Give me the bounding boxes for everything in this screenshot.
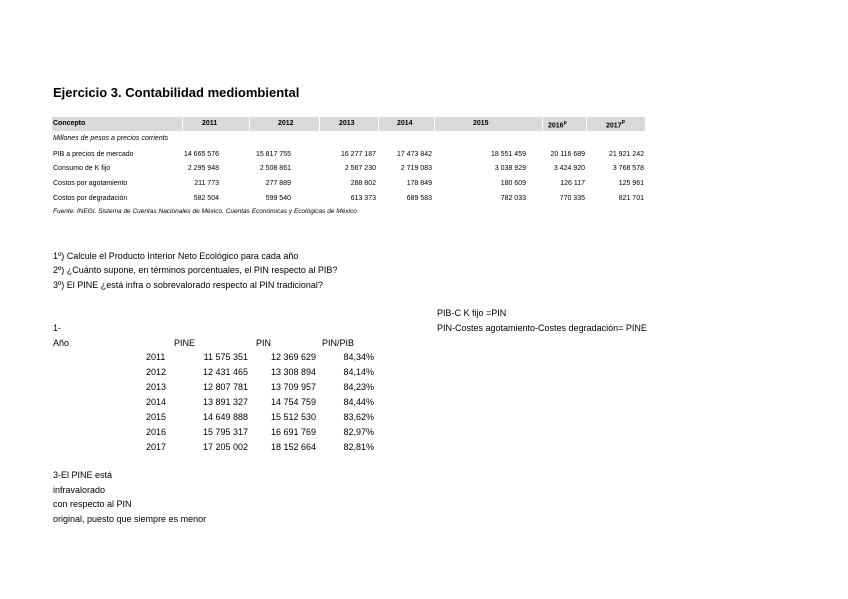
row-value: 599 540 (265, 195, 291, 202)
row-value: 3 038 929 (494, 165, 526, 172)
header-year-label: 2014 (397, 120, 413, 127)
header-year (397, 120, 413, 127)
table-row (52, 148, 645, 162)
row-label: PIB a precios de mercado (53, 151, 134, 158)
row-value: 2 567 230 (344, 165, 376, 172)
ratio-column-header: PIN/PIB (322, 338, 355, 348)
row-value: 2 508 861 (259, 165, 291, 172)
answer-year: 2014 (146, 397, 167, 407)
row-value: 288 802 (350, 180, 376, 187)
header-year (278, 120, 294, 127)
row-value: 18 551 459 (490, 151, 526, 158)
row-value: 16 277 187 (340, 151, 376, 158)
conclusion-line: original, puesto que siempre es menor (53, 513, 207, 524)
table-row (52, 177, 645, 191)
row-value: 821 701 (618, 195, 644, 202)
row-value: 3 768 578 (612, 165, 644, 172)
header-year-label: 2013 (339, 120, 355, 127)
answer-year: 2013 (146, 382, 167, 392)
header-year-label: 2016 (548, 122, 564, 130)
header-year (202, 120, 217, 127)
answer-pine: 15 795 317 (202, 427, 248, 437)
row-value: 17 473 842 (396, 151, 432, 158)
header-separator (182, 117, 183, 131)
answer-ratio: 83,62% (343, 412, 374, 422)
header-year (339, 120, 355, 127)
answer-ratio: 82,97% (343, 427, 374, 437)
header-separator (319, 117, 320, 131)
row-value: 20 116 689 (550, 151, 585, 158)
conclusion-line: con respecto al PIN (53, 499, 132, 509)
answer-ratio: 84,34% (343, 352, 374, 362)
table-header-row (52, 117, 645, 131)
row-value: 613 373 (350, 195, 376, 202)
answer-year: 2017 (146, 442, 167, 452)
answer-ratio: 84,23% (343, 382, 374, 392)
formula-1: PIB-C K fijo =PIN (437, 308, 507, 318)
answer-pine: 13 891 327 (202, 397, 248, 407)
answer-year: 2011 (146, 352, 166, 362)
header-year (473, 120, 489, 127)
units-row (52, 133, 645, 147)
answer-ratio: 84,14% (343, 367, 374, 377)
question-2: 2º) ¿Cuánto supone, en términos porcentuales, el PIN respecto al PIB? (53, 265, 338, 275)
header-year-label: 2017 (606, 122, 622, 130)
conclusion-line: 3-El PINE está (53, 470, 113, 480)
units-label: Millones de pesos a precios corrients (53, 135, 169, 142)
header-separator (542, 117, 543, 131)
question-3: 3º) El PINE ¿está infra o sobrevalorado respecto al PIN tradicional? (53, 280, 323, 290)
row-value: 178 849 (406, 180, 432, 187)
answer-pine: 17 205 002 (202, 442, 248, 452)
answer-year: 2016 (146, 427, 167, 437)
header-year-label: 2011 (202, 120, 218, 127)
row-label: Consumo de K fijo (53, 165, 111, 172)
answer-ratio: 84,44% (343, 397, 374, 407)
table-source: Fuente: INEGI. Sistema de Cuentas Nacionales de México. Cuentas Económicas y Ecológicas de México (53, 208, 357, 215)
answer-pin: 18 152 664 (270, 442, 316, 452)
header-year-label: 2015 (473, 120, 489, 127)
answer-year: 2015 (146, 412, 167, 422)
header-separator (586, 117, 587, 131)
header-separator (378, 117, 379, 131)
answer-pine: 12 807 781 (202, 382, 248, 392)
row-label: Costos por degradación (53, 195, 128, 202)
row-value: 782 033 (500, 195, 526, 202)
pine-column-header: PINE (174, 338, 196, 348)
answer-pin: 16 691 769 (270, 427, 316, 437)
formula-2: PIN-Costes agotamiento-Costes degradación= PINE (437, 323, 647, 333)
header-year-mark: p (563, 120, 567, 126)
answer-pine: 11 575 351 (203, 352, 248, 362)
answer-year: 2012 (146, 367, 167, 377)
row-value: 180 609 (500, 180, 526, 187)
row-value: 21 921 242 (608, 151, 644, 158)
header-separator (434, 117, 435, 131)
page-title: Ejercicio 3. Contabilidad mediombiental (53, 85, 300, 100)
question-1: 1º) Calcule el Producto Interior Neto Ecológico para cada año (53, 251, 299, 261)
year-column-label: Año (53, 338, 70, 348)
answer-pin: 13 709 957 (270, 382, 316, 392)
answer-pin: 12 369 629 (270, 352, 316, 362)
answer-pine: 14 649 888 (202, 412, 248, 422)
table-row (52, 162, 645, 176)
pin-column-header: PIN (256, 338, 272, 348)
row-value: 2 719 083 (400, 165, 432, 172)
answer-pin: 15 512 530 (270, 412, 316, 422)
header-separator (249, 117, 250, 131)
row-value: 277 889 (265, 180, 291, 187)
row-label: Costos por agotamiento (53, 180, 128, 187)
row-value: 689 583 (406, 195, 432, 202)
answer-number: 1- (53, 323, 62, 333)
row-value: 125 961 (618, 180, 644, 187)
row-value: 14 665 576 (183, 151, 219, 158)
row-value: 211 773 (194, 180, 219, 187)
header-year-label: 2012 (278, 120, 294, 127)
header-year (606, 120, 625, 129)
answer-pin: 13 308 894 (270, 367, 316, 377)
row-value: 126 117 (560, 180, 585, 187)
row-value: 770 335 (559, 195, 585, 202)
conclusion-line: infravalorado (53, 484, 106, 495)
answer-pin: 14 754 759 (270, 397, 316, 407)
table-row (52, 192, 645, 206)
row-value: 2 295 948 (187, 165, 219, 172)
answer-ratio: 82,81% (343, 442, 374, 452)
row-value: 3 424 920 (553, 165, 585, 172)
header-year-mark: P (621, 120, 625, 126)
header-year (548, 120, 567, 129)
answer-pine: 12 431 465 (202, 367, 248, 377)
header-concepto: Concepto (53, 120, 86, 127)
row-value: 15 817 755 (255, 151, 291, 158)
row-value: 582 504 (193, 195, 219, 202)
